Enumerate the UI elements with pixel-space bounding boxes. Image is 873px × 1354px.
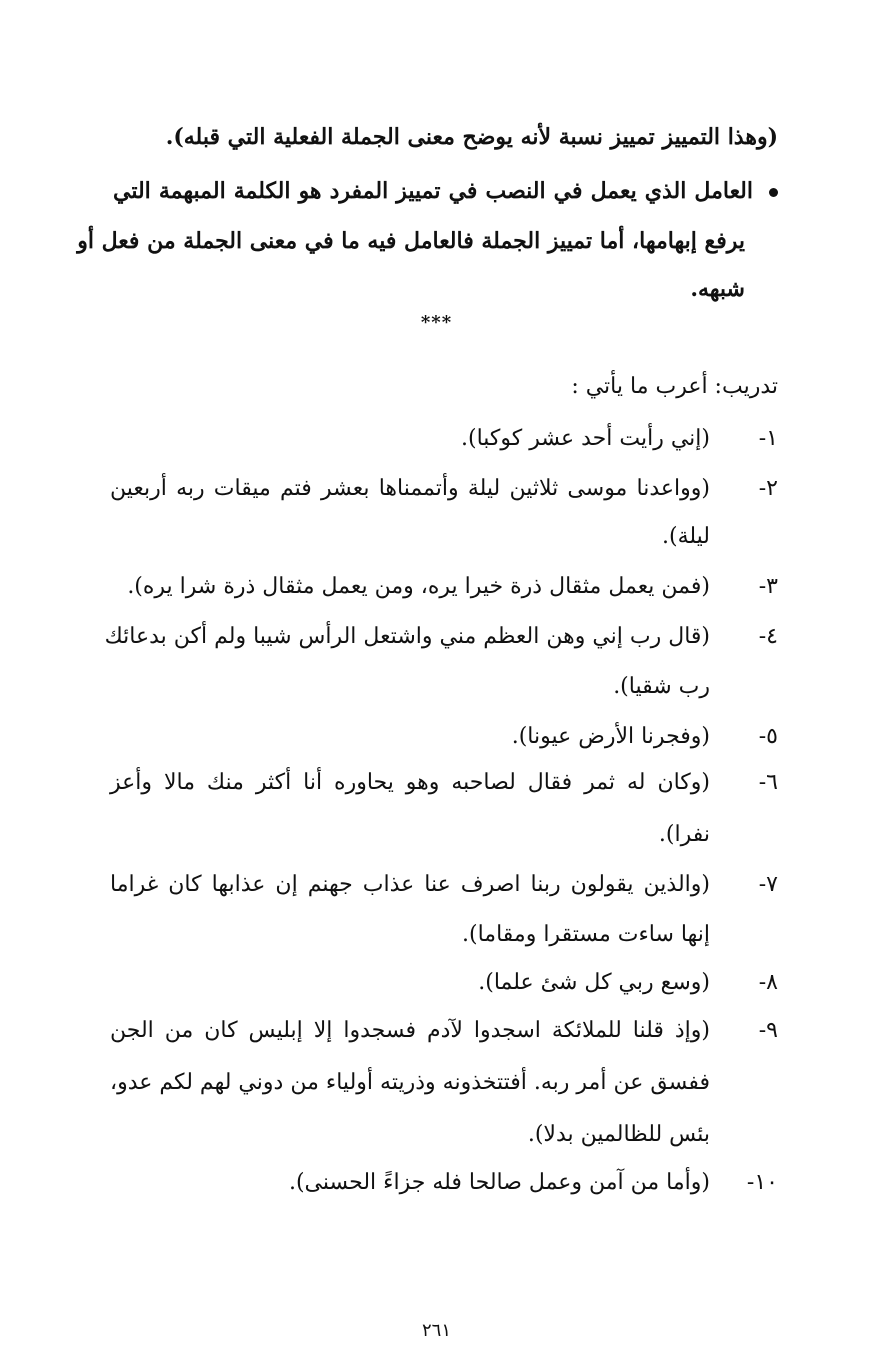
item-line: إنها ساءت مستقرا ومقاما). [462,922,710,947]
item-line: (وكان له ثمر فقال لصاحبه وهو يحاوره أنا أكثر منك مالا وأعز [110,770,710,795]
item-number: ٣- [758,574,778,599]
exercise-label: تدريب: أعرب ما يأتي : [571,374,778,399]
item-number: ١٠- [746,1170,778,1195]
item-number: ٩- [758,1018,778,1043]
item-line: ففسق عن أمر ربه. أفتتخذونه وذريته أولياء من دوني لهم لكم عدو، [110,1070,710,1095]
item-line: بئس للظالمين بدلا). [527,1122,710,1147]
item-number: ٧- [758,872,778,897]
item-line: ليلة). [662,524,710,549]
item-line: رب شقيا). [613,674,710,699]
bullet-line-3: شبهه. [690,276,745,302]
item-line: (فمن يعمل مثقال ذرة خيرا يره، ومن يعمل مثقال ذرة شرا يره). [127,574,710,599]
intro-line-1: (وهذا التمييز تمييز نسبة لأنه يوضح معنى الجملة الفعلية التي قبله). [165,124,778,150]
bullet-line-1 [113,176,778,206]
item-number: ٥- [758,724,778,749]
section-separator: *** [420,312,453,333]
item-line: نفرا). [658,822,710,847]
item-line: (قال رب إني وهن العظم مني واشتعل الرأس شيبا ولم أكن بدعائك [104,624,710,649]
bullet-line-2: يرفع إبهامها، أما تمييز الجملة فالعامل فيه ما في معنى الجملة من فعل أو [77,228,745,254]
page-number: ٢٦١ [421,1320,451,1341]
item-line: (وسع ربي كل شئ علما). [478,970,710,995]
item-number: ٤- [758,624,778,649]
item-line: (والذين يقولون ربنا اصرف عنا عذاب جهنم إن عذابها كان غراما [110,872,710,897]
item-number: ٨- [758,970,778,995]
item-line: (إني رأيت أحد عشر كوكبا). [461,426,710,451]
item-number: ٢- [758,476,778,501]
item-line: (وواعدنا موسى ثلاثين ليلة وأتممناها بعشر فتم ميقات ربه أربعين [110,476,710,501]
item-line: (وفجرنا الأرض عيونا). [511,724,710,749]
bullet-icon [769,188,778,197]
item-number: ٦- [758,770,778,795]
item-line: (وأما من آمن وعمل صالحا فله جزاءً الحسنى). [288,1170,710,1195]
bullet-line-1-text: العامل الذي يعمل في النصب في تمييز المفرد هو الكلمة المبهمة التي [113,178,753,204]
item-number: ١- [758,426,778,451]
item-line: (وإذ قلنا للملائكة اسجدوا لآدم فسجدوا إلا إبليس كان من الجن [110,1018,710,1043]
